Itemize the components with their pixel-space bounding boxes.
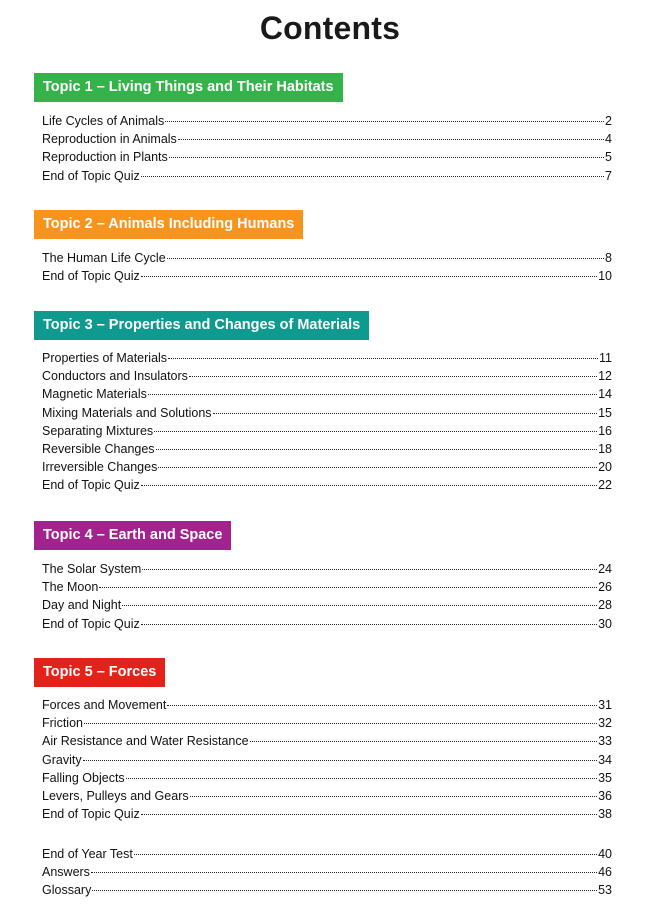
- dot-leader: [141, 176, 604, 177]
- toc-entry[interactable]: [42, 458, 612, 476]
- entry-page: 18: [598, 441, 612, 456]
- page-title: Contents: [259, 10, 401, 46]
- entry-label: Reversible Changes: [42, 441, 155, 456]
- dot-leader: [250, 741, 598, 742]
- entry-page: 22: [598, 478, 612, 493]
- toc-entry[interactable]: [42, 596, 612, 614]
- entry-label: End of Topic Quiz: [42, 168, 140, 183]
- topic-5-entries: [42, 696, 612, 823]
- dot-leader: [165, 121, 604, 122]
- entry-label: Separating Mixtures: [42, 423, 154, 438]
- dot-leader: [167, 705, 597, 706]
- toc-entry[interactable]: [42, 615, 612, 633]
- topic-5-banner: Topic 5 – Forces: [34, 658, 165, 687]
- dot-leader: [178, 139, 604, 140]
- entry-label: Mixing Materials and Solutions: [42, 405, 212, 420]
- dot-leader: [169, 157, 604, 158]
- toc-entry[interactable]: [42, 267, 612, 285]
- entry-page: 11: [599, 351, 612, 365]
- toc-entry[interactable]: [42, 881, 612, 899]
- entry-page: 53: [598, 883, 612, 898]
- entry-label: Day and Night: [42, 598, 122, 613]
- toc-entry[interactable]: [42, 367, 612, 385]
- dot-leader: [83, 760, 598, 761]
- entry-label: The Human Life Cycle: [42, 251, 166, 265]
- entry-page: 46: [598, 865, 612, 880]
- entry-page: 15: [598, 405, 612, 420]
- entry-page: 30: [598, 616, 612, 631]
- dot-leader: [99, 587, 597, 588]
- entry-label: Forces and Movement: [42, 698, 167, 712]
- entry-page: 26: [598, 580, 612, 595]
- topic-3-banner: Topic 3 – Properties and Changes of Materials: [34, 311, 369, 340]
- toc-entry[interactable]: [42, 249, 612, 267]
- entry-page: 34: [598, 752, 612, 767]
- dot-leader: [154, 431, 597, 432]
- toc-entry[interactable]: [42, 422, 612, 440]
- entry-label: The Moon: [42, 580, 99, 595]
- toc-entry[interactable]: [42, 148, 612, 166]
- entry-page: 7: [605, 168, 612, 183]
- entry-label: Reproduction in Animals: [42, 132, 177, 147]
- entry-page: 14: [598, 387, 612, 402]
- toc-entry[interactable]: [42, 578, 612, 596]
- toc-entry[interactable]: [42, 130, 612, 148]
- entry-page: 38: [598, 807, 612, 822]
- dot-leader: [158, 467, 597, 468]
- entry-label: Glossary: [42, 883, 92, 898]
- toc-entry[interactable]: [42, 696, 612, 714]
- dot-leader: [92, 890, 597, 891]
- entry-page: 31: [598, 698, 612, 712]
- entry-label: Irreversible Changes: [42, 460, 158, 475]
- toc-entry[interactable]: [42, 787, 612, 805]
- toc-entry[interactable]: [42, 476, 612, 494]
- entry-page: 36: [598, 788, 612, 803]
- toc-entry[interactable]: [42, 732, 612, 750]
- topic-2-entries: [42, 249, 612, 285]
- entry-page: 24: [598, 562, 612, 576]
- entry-label: Life Cycles of Animals: [42, 114, 165, 128]
- dot-leader: [213, 413, 598, 414]
- entry-label: Properties of Materials: [42, 351, 168, 365]
- toc-entry[interactable]: [42, 349, 612, 367]
- entry-label: End of Topic Quiz: [42, 616, 140, 631]
- dot-leader: [148, 394, 597, 395]
- dot-leader: [126, 778, 597, 779]
- entry-page: 5: [605, 150, 612, 165]
- entry-label: Friction: [42, 716, 83, 731]
- dot-leader: [122, 605, 597, 606]
- dot-leader: [189, 376, 597, 377]
- entry-label: Magnetic Materials: [42, 387, 147, 402]
- entry-label: Levers, Pulleys and Gears: [42, 788, 189, 803]
- topic-4-entries: [42, 560, 612, 633]
- dot-leader: [91, 872, 597, 873]
- toc-entry[interactable]: [42, 404, 612, 422]
- toc-entry[interactable]: [42, 769, 612, 787]
- dot-leader: [156, 449, 598, 450]
- toc-entry[interactable]: [42, 560, 612, 578]
- topic-1-entries: [42, 112, 612, 185]
- toc-entry[interactable]: [42, 845, 612, 863]
- topic-3-entries: [42, 349, 612, 495]
- topic-1-banner: Topic 1 – Living Things and Their Habitats: [34, 73, 343, 102]
- entry-label: The Solar System: [42, 562, 142, 576]
- toc-entry[interactable]: [42, 440, 612, 458]
- dot-leader: [190, 796, 597, 797]
- entry-label: End of Topic Quiz: [42, 478, 140, 493]
- entry-label: Reproduction in Plants: [42, 150, 168, 165]
- dot-leader: [168, 358, 598, 359]
- entry-page: 32: [598, 716, 612, 731]
- toc-entry[interactable]: [42, 863, 612, 881]
- entry-page: 20: [598, 460, 612, 475]
- dot-leader: [141, 276, 597, 277]
- entry-label: Falling Objects: [42, 770, 125, 785]
- dot-leader: [141, 485, 597, 486]
- entry-label: End of Year Test: [42, 847, 133, 861]
- topic-2-banner: Topic 2 – Animals Including Humans: [34, 210, 303, 239]
- entry-page: 28: [598, 598, 612, 613]
- entry-page: 16: [598, 423, 612, 438]
- entry-label: End of Topic Quiz: [42, 269, 140, 284]
- dot-leader: [167, 258, 604, 259]
- toc-entry[interactable]: [42, 167, 612, 185]
- back-matter-entries: [42, 845, 612, 900]
- dot-leader: [141, 814, 597, 815]
- dot-leader: [84, 723, 597, 724]
- entry-page: 4: [605, 132, 612, 147]
- toc-entry[interactable]: [42, 805, 612, 823]
- toc-entry[interactable]: [42, 385, 612, 403]
- toc-entry[interactable]: [42, 112, 612, 130]
- toc-entry[interactable]: [42, 714, 612, 732]
- entry-page: 40: [598, 847, 612, 861]
- toc-entry[interactable]: [42, 751, 612, 769]
- entry-page: 10: [598, 269, 612, 284]
- entry-page: 2: [605, 114, 612, 128]
- entry-label: Answers: [42, 865, 90, 880]
- topic-4-banner: Topic 4 – Earth and Space: [34, 521, 231, 550]
- dot-leader: [134, 854, 597, 855]
- entry-page: 33: [598, 734, 612, 749]
- entry-label: Gravity: [42, 752, 82, 767]
- entry-label: Air Resistance and Water Resistance: [42, 734, 249, 749]
- entry-page: 35: [598, 770, 612, 785]
- entry-page: 8: [605, 251, 612, 265]
- entry-page: 12: [598, 369, 612, 384]
- entry-label: Conductors and Insulators: [42, 369, 188, 384]
- dot-leader: [142, 569, 597, 570]
- dot-leader: [141, 624, 597, 625]
- entry-label: End of Topic Quiz: [42, 807, 140, 822]
